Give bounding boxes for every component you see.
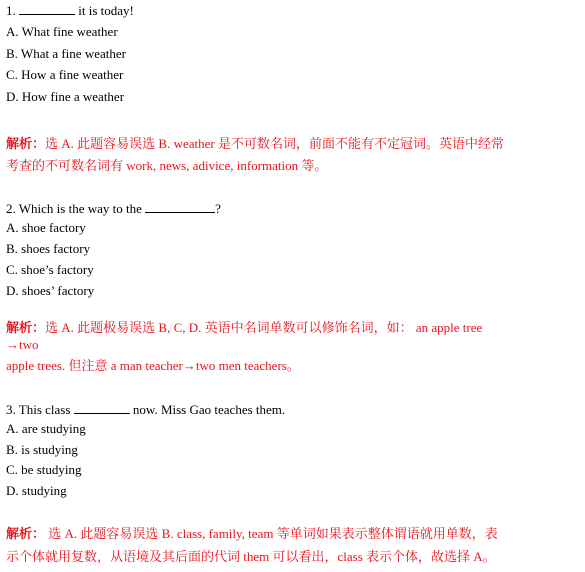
question-2-option-d: D. shoes’ factory <box>6 283 95 298</box>
question-2-stem: 2. Which is the way to the ? <box>6 201 221 216</box>
question-3-stem: 3. This class now. Miss Gao teaches them. <box>6 402 286 417</box>
question-1-explanation-line2: 考查的不可数名词有 work, news, adivice, information 等。 <box>6 158 328 173</box>
question-3-option-d: D. studying <box>6 483 67 498</box>
question-3-option-a: A. are studying <box>6 421 86 436</box>
question-3-option-b: B. is studying <box>6 442 78 457</box>
question-1-option-c: C. How a fine weather <box>6 67 124 82</box>
question-2-option-c: C. shoe’s factory <box>6 262 94 277</box>
answer-blank <box>19 2 75 15</box>
answer-blank <box>74 401 130 414</box>
question-2-explanation-line2: →two <box>6 337 39 352</box>
question-1-option-b: B. What a fine weather <box>6 46 126 61</box>
question-1-option-a: A. What fine weather <box>6 24 118 39</box>
question-3-explanation-line1: 解析： 选 A. 此题容易误选 B. class, family, team 等单词如果表示整体谓语就用单数，表 <box>6 526 498 541</box>
question-1-stem: 1. it is today! <box>6 3 134 18</box>
question-1-option-d: D. How fine a weather <box>6 89 125 104</box>
question-2-option-b: B. shoes factory <box>6 241 91 256</box>
question-3-option-c: C. be studying <box>6 462 82 477</box>
question-2-option-a: A. shoe factory <box>6 220 86 235</box>
question-2-explanation-line3: apple trees. 但注意 a man teacher→two men teachers。 <box>6 358 300 373</box>
answer-blank <box>145 200 215 213</box>
question-2-explanation-line1: 解析：选 A. 此题极易误选 B, C, D. 英语中名词单数可以修饰名词，如： an apple tree <box>6 320 483 335</box>
question-3-explanation-line2: 示个体就用复数，从语境及其后面的代词 them 可以看出，class 表示个体，故选择 A。 <box>6 549 496 564</box>
question-1-explanation-line1: 解析：选 A. 此题容易误选 B. weather 是不可数名词，前面不能有不定冠词。英语中经常 <box>6 136 504 151</box>
